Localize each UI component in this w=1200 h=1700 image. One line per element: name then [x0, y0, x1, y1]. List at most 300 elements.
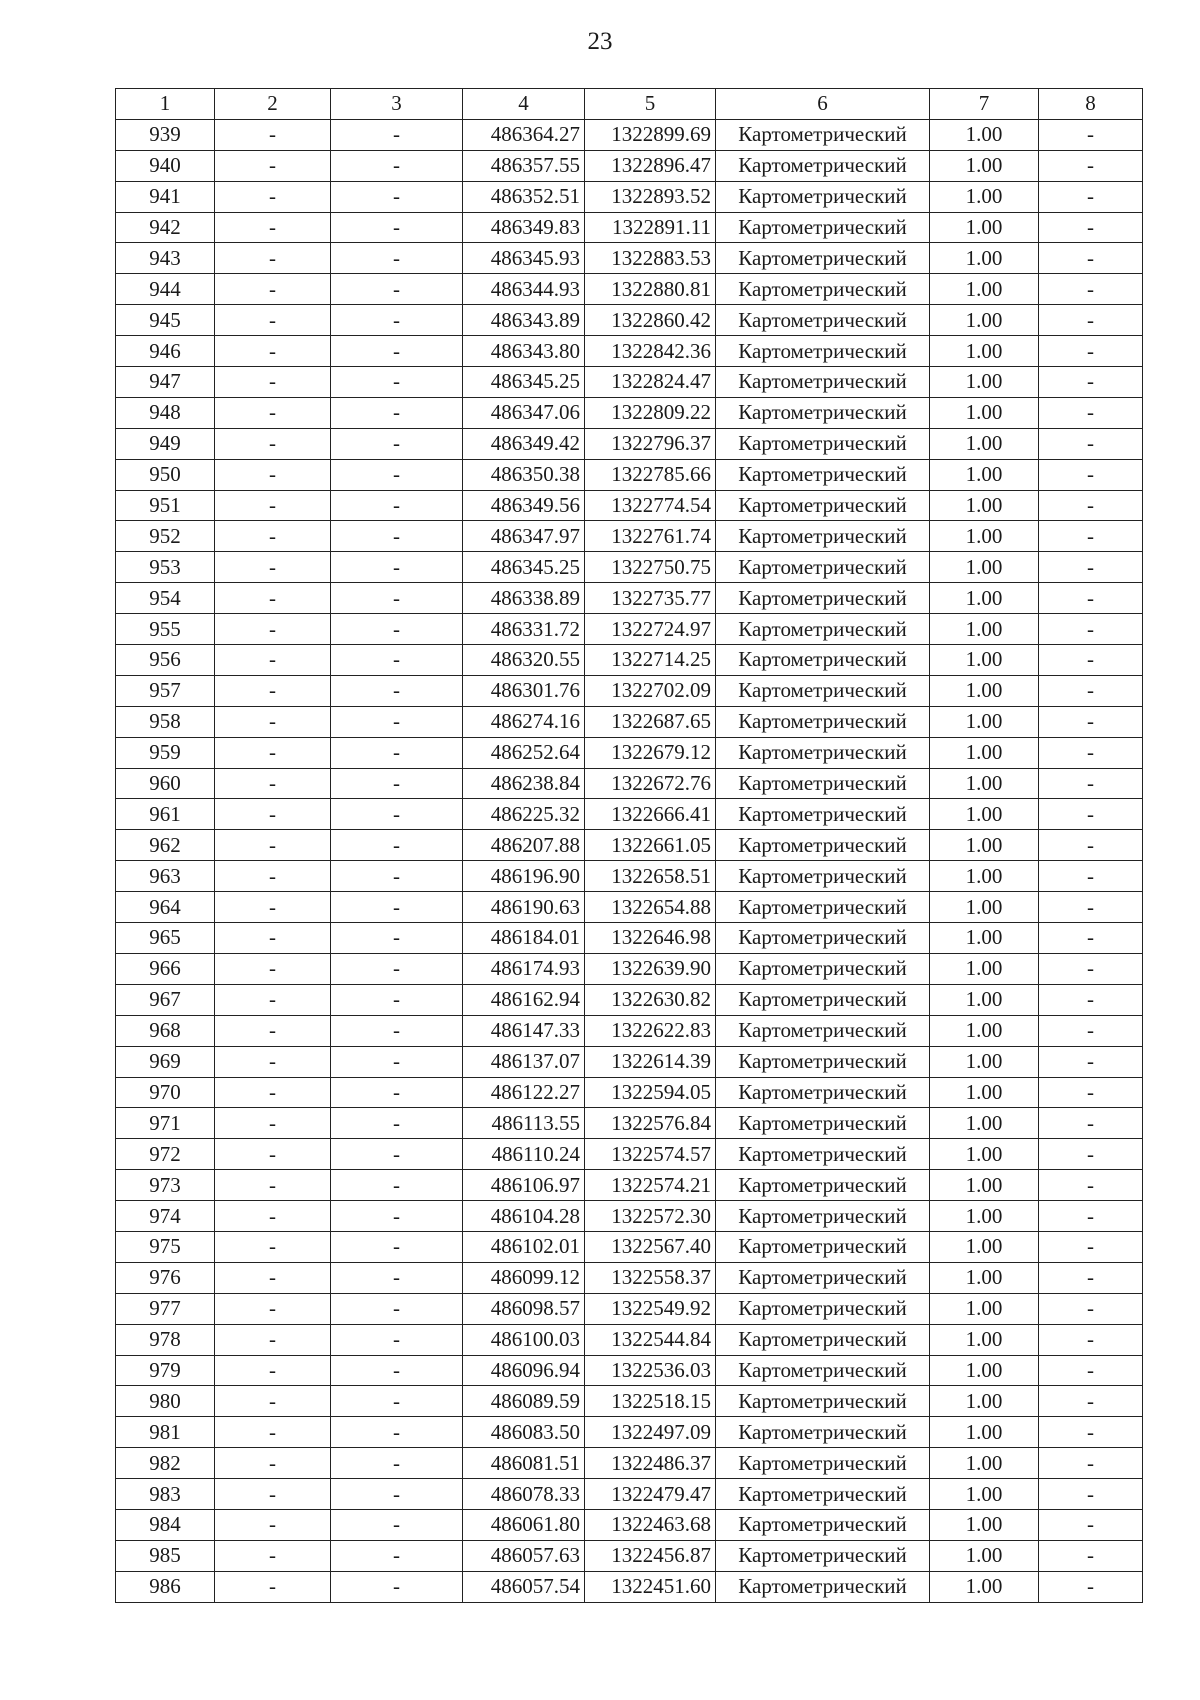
col8-value-cell: - — [1039, 367, 1143, 398]
col2-value-cell: - — [215, 1540, 331, 1571]
col3-value-cell: - — [331, 1170, 463, 1201]
x-coordinate-cell: 486096.94 — [463, 1355, 585, 1386]
y-coordinate-cell: 1322576.84 — [585, 1108, 716, 1139]
col8-value-cell: - — [1039, 1108, 1143, 1139]
table-row — [116, 1139, 1143, 1170]
col2-value-cell: - — [215, 984, 331, 1015]
x-coordinate-cell: 486238.84 — [463, 768, 585, 799]
point-number-cell: 974 — [116, 1201, 215, 1232]
x-coordinate-cell: 486147.33 — [463, 1015, 585, 1046]
col8-value-cell: - — [1039, 119, 1143, 150]
accuracy-cell: 1.00 — [930, 490, 1039, 521]
x-coordinate-cell: 486099.12 — [463, 1262, 585, 1293]
y-coordinate-cell: 1322622.83 — [585, 1015, 716, 1046]
table-row — [116, 953, 1143, 984]
col8-value-cell: - — [1039, 1170, 1143, 1201]
point-number-cell: 951 — [116, 490, 215, 521]
table-row — [116, 614, 1143, 645]
col2-value-cell: - — [215, 706, 331, 737]
accuracy-cell: 1.00 — [930, 212, 1039, 243]
point-number-cell: 957 — [116, 675, 215, 706]
accuracy-cell: 1.00 — [930, 1170, 1039, 1201]
method-cell: Картометрический — [716, 119, 930, 150]
col8-value-cell: - — [1039, 1479, 1143, 1510]
col3-value-cell: - — [331, 212, 463, 243]
table-row — [116, 336, 1143, 367]
method-cell: Картометрический — [716, 861, 930, 892]
accuracy-cell: 1.00 — [930, 1509, 1039, 1540]
page-number: 23 — [587, 28, 613, 55]
point-number-cell: 981 — [116, 1417, 215, 1448]
column-header: 7 — [930, 89, 1039, 120]
method-cell: Картометрический — [716, 614, 930, 645]
table-row — [116, 397, 1143, 428]
point-number-cell: 976 — [116, 1262, 215, 1293]
x-coordinate-cell: 486331.72 — [463, 614, 585, 645]
table-row — [116, 645, 1143, 676]
method-cell: Картометрический — [716, 521, 930, 552]
col2-value-cell: - — [215, 1201, 331, 1232]
col8-value-cell: - — [1039, 1540, 1143, 1571]
method-cell: Картометрический — [716, 367, 930, 398]
accuracy-cell: 1.00 — [930, 861, 1039, 892]
accuracy-cell: 1.00 — [930, 274, 1039, 305]
method-cell: Картометрический — [716, 830, 930, 861]
col2-value-cell: - — [215, 1231, 331, 1262]
col8-value-cell: - — [1039, 150, 1143, 181]
x-coordinate-cell: 486057.54 — [463, 1571, 585, 1602]
y-coordinate-cell: 1322880.81 — [585, 274, 716, 305]
table-row — [116, 274, 1143, 305]
table-row — [116, 243, 1143, 274]
column-header: 5 — [585, 89, 716, 120]
table-row — [116, 1355, 1143, 1386]
y-coordinate-cell: 1322567.40 — [585, 1231, 716, 1262]
col8-value-cell: - — [1039, 1201, 1143, 1232]
col2-value-cell: - — [215, 1293, 331, 1324]
method-cell: Картометрический — [716, 552, 930, 583]
col2-value-cell: - — [215, 490, 331, 521]
method-cell: Картометрический — [716, 336, 930, 367]
accuracy-cell: 1.00 — [930, 706, 1039, 737]
y-coordinate-cell: 1322451.60 — [585, 1571, 716, 1602]
table-body — [116, 119, 1143, 1602]
col3-value-cell: - — [331, 1139, 463, 1170]
point-number-cell: 978 — [116, 1324, 215, 1355]
table-row — [116, 1479, 1143, 1510]
col3-value-cell: - — [331, 1293, 463, 1324]
y-coordinate-cell: 1322630.82 — [585, 984, 716, 1015]
x-coordinate-cell: 486364.27 — [463, 119, 585, 150]
col8-value-cell: - — [1039, 1386, 1143, 1417]
col8-value-cell: - — [1039, 768, 1143, 799]
method-cell: Картометрический — [716, 1262, 930, 1293]
y-coordinate-cell: 1322750.75 — [585, 552, 716, 583]
method-cell: Картометрический — [716, 1046, 930, 1077]
point-number-cell: 961 — [116, 799, 215, 830]
y-coordinate-cell: 1322594.05 — [585, 1077, 716, 1108]
col3-value-cell: - — [331, 150, 463, 181]
table-row — [116, 1386, 1143, 1417]
col3-value-cell: - — [331, 1077, 463, 1108]
accuracy-cell: 1.00 — [930, 799, 1039, 830]
point-number-cell: 950 — [116, 459, 215, 490]
accuracy-cell: 1.00 — [930, 675, 1039, 706]
col3-value-cell: - — [331, 336, 463, 367]
y-coordinate-cell: 1322893.52 — [585, 181, 716, 212]
col2-value-cell: - — [215, 645, 331, 676]
x-coordinate-cell: 486207.88 — [463, 830, 585, 861]
col3-value-cell: - — [331, 397, 463, 428]
y-coordinate-cell: 1322661.05 — [585, 830, 716, 861]
col3-value-cell: - — [331, 490, 463, 521]
point-number-cell: 953 — [116, 552, 215, 583]
accuracy-cell: 1.00 — [930, 1139, 1039, 1170]
x-coordinate-cell: 486345.93 — [463, 243, 585, 274]
point-number-cell: 969 — [116, 1046, 215, 1077]
point-number-cell: 960 — [116, 768, 215, 799]
x-coordinate-cell: 486274.16 — [463, 706, 585, 737]
accuracy-cell: 1.00 — [930, 645, 1039, 676]
x-coordinate-cell: 486349.83 — [463, 212, 585, 243]
col3-value-cell: - — [331, 1262, 463, 1293]
point-number-cell: 979 — [116, 1355, 215, 1386]
point-number-cell: 968 — [116, 1015, 215, 1046]
point-number-cell: 956 — [116, 645, 215, 676]
col2-value-cell: - — [215, 397, 331, 428]
x-coordinate-cell: 486122.27 — [463, 1077, 585, 1108]
y-coordinate-cell: 1322899.69 — [585, 119, 716, 150]
x-coordinate-cell: 486344.93 — [463, 274, 585, 305]
y-coordinate-cell: 1322679.12 — [585, 737, 716, 768]
x-coordinate-cell: 486083.50 — [463, 1417, 585, 1448]
accuracy-cell: 1.00 — [930, 150, 1039, 181]
col2-value-cell: - — [215, 274, 331, 305]
col3-value-cell: - — [331, 1417, 463, 1448]
y-coordinate-cell: 1322574.21 — [585, 1170, 716, 1201]
col3-value-cell: - — [331, 1509, 463, 1540]
y-coordinate-cell: 1322842.36 — [585, 336, 716, 367]
x-coordinate-cell: 486106.97 — [463, 1170, 585, 1201]
point-number-cell: 973 — [116, 1170, 215, 1201]
table-header-row — [116, 89, 1143, 120]
accuracy-cell: 1.00 — [930, 1201, 1039, 1232]
col2-value-cell: - — [215, 212, 331, 243]
method-cell: Картометрический — [716, 150, 930, 181]
col2-value-cell: - — [215, 799, 331, 830]
col3-value-cell: - — [331, 1231, 463, 1262]
x-coordinate-cell: 486089.59 — [463, 1386, 585, 1417]
method-cell: Картометрический — [716, 1509, 930, 1540]
point-number-cell: 939 — [116, 119, 215, 150]
accuracy-cell: 1.00 — [930, 1571, 1039, 1602]
table-row — [116, 737, 1143, 768]
method-cell: Картометрический — [716, 1355, 930, 1386]
accuracy-cell: 1.00 — [930, 521, 1039, 552]
x-coordinate-cell: 486110.24 — [463, 1139, 585, 1170]
col8-value-cell: - — [1039, 984, 1143, 1015]
method-cell: Картометрический — [716, 1201, 930, 1232]
table-row — [116, 1540, 1143, 1571]
method-cell: Картометрический — [716, 1540, 930, 1571]
point-number-cell: 985 — [116, 1540, 215, 1571]
y-coordinate-cell: 1322761.74 — [585, 521, 716, 552]
x-coordinate-cell: 486301.76 — [463, 675, 585, 706]
table-row — [116, 1201, 1143, 1232]
accuracy-cell: 1.00 — [930, 923, 1039, 954]
table-row — [116, 1231, 1143, 1262]
table-row — [116, 583, 1143, 614]
col3-value-cell: - — [331, 1448, 463, 1479]
y-coordinate-cell: 1322666.41 — [585, 799, 716, 830]
col2-value-cell: - — [215, 768, 331, 799]
y-coordinate-cell: 1322463.68 — [585, 1509, 716, 1540]
point-number-cell: 942 — [116, 212, 215, 243]
y-coordinate-cell: 1322574.57 — [585, 1139, 716, 1170]
table-row — [116, 1509, 1143, 1540]
accuracy-cell: 1.00 — [930, 1293, 1039, 1324]
col2-value-cell: - — [215, 305, 331, 336]
table-row — [116, 1324, 1143, 1355]
x-coordinate-cell: 486113.55 — [463, 1108, 585, 1139]
y-coordinate-cell: 1322714.25 — [585, 645, 716, 676]
x-coordinate-cell: 486352.51 — [463, 181, 585, 212]
accuracy-cell: 1.00 — [930, 181, 1039, 212]
column-header: 8 — [1039, 89, 1143, 120]
table-row — [116, 1417, 1143, 1448]
column-header: 4 — [463, 89, 585, 120]
point-number-cell: 970 — [116, 1077, 215, 1108]
accuracy-cell: 1.00 — [930, 1448, 1039, 1479]
accuracy-cell: 1.00 — [930, 119, 1039, 150]
col2-value-cell: - — [215, 367, 331, 398]
col8-value-cell: - — [1039, 243, 1143, 274]
accuracy-cell: 1.00 — [930, 953, 1039, 984]
col8-value-cell: - — [1039, 1509, 1143, 1540]
col3-value-cell: - — [331, 614, 463, 645]
col2-value-cell: - — [215, 737, 331, 768]
table-row — [116, 768, 1143, 799]
col2-value-cell: - — [215, 675, 331, 706]
col2-value-cell: - — [215, 953, 331, 984]
method-cell: Картометрический — [716, 1170, 930, 1201]
x-coordinate-cell: 486190.63 — [463, 892, 585, 923]
table-row — [116, 521, 1143, 552]
table-row — [116, 181, 1143, 212]
col3-value-cell: - — [331, 305, 463, 336]
col2-value-cell: - — [215, 1571, 331, 1602]
table-row — [116, 1293, 1143, 1324]
accuracy-cell: 1.00 — [930, 397, 1039, 428]
col2-value-cell: - — [215, 119, 331, 150]
col2-value-cell: - — [215, 181, 331, 212]
column-header: 6 — [716, 89, 930, 120]
method-cell: Картометрический — [716, 583, 930, 614]
method-cell: Картометрический — [716, 490, 930, 521]
col2-value-cell: - — [215, 552, 331, 583]
column-header: 2 — [215, 89, 331, 120]
col8-value-cell: - — [1039, 861, 1143, 892]
y-coordinate-cell: 1322536.03 — [585, 1355, 716, 1386]
col3-value-cell: - — [331, 923, 463, 954]
table-row — [116, 119, 1143, 150]
accuracy-cell: 1.00 — [930, 1386, 1039, 1417]
table-row — [116, 923, 1143, 954]
col3-value-cell: - — [331, 459, 463, 490]
method-cell: Картометрический — [716, 1324, 930, 1355]
x-coordinate-cell: 486338.89 — [463, 583, 585, 614]
y-coordinate-cell: 1322654.88 — [585, 892, 716, 923]
table-row — [116, 1108, 1143, 1139]
accuracy-cell: 1.00 — [930, 459, 1039, 490]
col8-value-cell: - — [1039, 1139, 1143, 1170]
column-header: 3 — [331, 89, 463, 120]
col2-value-cell: - — [215, 1417, 331, 1448]
accuracy-cell: 1.00 — [930, 1324, 1039, 1355]
accuracy-cell: 1.00 — [930, 1077, 1039, 1108]
col2-value-cell: - — [215, 1015, 331, 1046]
col3-value-cell: - — [331, 583, 463, 614]
accuracy-cell: 1.00 — [930, 768, 1039, 799]
x-coordinate-cell: 486347.06 — [463, 397, 585, 428]
method-cell: Картометрический — [716, 645, 930, 676]
accuracy-cell: 1.00 — [930, 1479, 1039, 1510]
x-coordinate-cell: 486174.93 — [463, 953, 585, 984]
col8-value-cell: - — [1039, 490, 1143, 521]
point-number-cell: 980 — [116, 1386, 215, 1417]
x-coordinate-cell: 486350.38 — [463, 459, 585, 490]
col2-value-cell: - — [215, 1324, 331, 1355]
col8-value-cell: - — [1039, 737, 1143, 768]
y-coordinate-cell: 1322479.47 — [585, 1479, 716, 1510]
point-number-cell: 959 — [116, 737, 215, 768]
method-cell: Картометрический — [716, 799, 930, 830]
point-number-cell: 955 — [116, 614, 215, 645]
accuracy-cell: 1.00 — [930, 1108, 1039, 1139]
table-row — [116, 1170, 1143, 1201]
col3-value-cell: - — [331, 1015, 463, 1046]
y-coordinate-cell: 1322883.53 — [585, 243, 716, 274]
table-row — [116, 861, 1143, 892]
accuracy-cell: 1.00 — [930, 984, 1039, 1015]
col2-value-cell: - — [215, 1139, 331, 1170]
x-coordinate-cell: 486100.03 — [463, 1324, 585, 1355]
y-coordinate-cell: 1322809.22 — [585, 397, 716, 428]
method-cell: Картометрический — [716, 953, 930, 984]
method-cell: Картометрический — [716, 1448, 930, 1479]
y-coordinate-cell: 1322735.77 — [585, 583, 716, 614]
table-row — [116, 984, 1143, 1015]
accuracy-cell: 1.00 — [930, 830, 1039, 861]
method-cell: Картометрический — [716, 397, 930, 428]
col2-value-cell: - — [215, 1355, 331, 1386]
col3-value-cell: - — [331, 861, 463, 892]
accuracy-cell: 1.00 — [930, 1015, 1039, 1046]
col8-value-cell: - — [1039, 397, 1143, 428]
col2-value-cell: - — [215, 1262, 331, 1293]
col8-value-cell: - — [1039, 1355, 1143, 1386]
col3-value-cell: - — [331, 953, 463, 984]
x-coordinate-cell: 486078.33 — [463, 1479, 585, 1510]
col3-value-cell: - — [331, 1324, 463, 1355]
x-coordinate-cell: 486061.80 — [463, 1509, 585, 1540]
x-coordinate-cell: 486345.25 — [463, 367, 585, 398]
col8-value-cell: - — [1039, 1231, 1143, 1262]
method-cell: Картометрический — [716, 984, 930, 1015]
col2-value-cell: - — [215, 1046, 331, 1077]
col8-value-cell: - — [1039, 953, 1143, 984]
y-coordinate-cell: 1322687.65 — [585, 706, 716, 737]
y-coordinate-cell: 1322896.47 — [585, 150, 716, 181]
point-number-cell: 967 — [116, 984, 215, 1015]
point-number-cell: 949 — [116, 428, 215, 459]
col8-value-cell: - — [1039, 459, 1143, 490]
y-coordinate-cell: 1322456.87 — [585, 1540, 716, 1571]
accuracy-cell: 1.00 — [930, 367, 1039, 398]
point-number-cell: 948 — [116, 397, 215, 428]
x-coordinate-cell: 486225.32 — [463, 799, 585, 830]
table-row — [116, 150, 1143, 181]
accuracy-cell: 1.00 — [930, 243, 1039, 274]
y-coordinate-cell: 1322891.11 — [585, 212, 716, 243]
col3-value-cell: - — [331, 1571, 463, 1602]
col3-value-cell: - — [331, 1355, 463, 1386]
table-row — [116, 1262, 1143, 1293]
accuracy-cell: 1.00 — [930, 737, 1039, 768]
col3-value-cell: - — [331, 799, 463, 830]
method-cell: Картометрический — [716, 1479, 930, 1510]
x-coordinate-cell: 486184.01 — [463, 923, 585, 954]
x-coordinate-cell: 486196.90 — [463, 861, 585, 892]
col3-value-cell: - — [331, 1479, 463, 1510]
accuracy-cell: 1.00 — [930, 614, 1039, 645]
point-number-cell: 975 — [116, 1231, 215, 1262]
col3-value-cell: - — [331, 768, 463, 799]
method-cell: Картометрический — [716, 768, 930, 799]
point-number-cell: 986 — [116, 1571, 215, 1602]
accuracy-cell: 1.00 — [930, 1231, 1039, 1262]
col3-value-cell: - — [331, 119, 463, 150]
col8-value-cell: - — [1039, 1293, 1143, 1324]
table-row — [116, 1448, 1143, 1479]
col2-value-cell: - — [215, 1509, 331, 1540]
col2-value-cell: - — [215, 1077, 331, 1108]
col3-value-cell: - — [331, 984, 463, 1015]
point-number-cell: 964 — [116, 892, 215, 923]
col8-value-cell: - — [1039, 1571, 1143, 1602]
point-number-cell: 944 — [116, 274, 215, 305]
col2-value-cell: - — [215, 583, 331, 614]
method-cell: Картометрический — [716, 1139, 930, 1170]
col3-value-cell: - — [331, 552, 463, 583]
col8-value-cell: - — [1039, 428, 1143, 459]
x-coordinate-cell: 486162.94 — [463, 984, 585, 1015]
accuracy-cell: 1.00 — [930, 336, 1039, 367]
point-number-cell: 940 — [116, 150, 215, 181]
col3-value-cell: - — [331, 428, 463, 459]
table-row — [116, 892, 1143, 923]
col8-value-cell: - — [1039, 1046, 1143, 1077]
col8-value-cell: - — [1039, 1015, 1143, 1046]
col2-value-cell: - — [215, 892, 331, 923]
y-coordinate-cell: 1322544.84 — [585, 1324, 716, 1355]
col2-value-cell: - — [215, 243, 331, 274]
method-cell: Картометрический — [716, 1015, 930, 1046]
method-cell: Картометрический — [716, 181, 930, 212]
x-coordinate-cell: 486343.80 — [463, 336, 585, 367]
col2-value-cell: - — [215, 1386, 331, 1417]
method-cell: Картометрический — [716, 428, 930, 459]
